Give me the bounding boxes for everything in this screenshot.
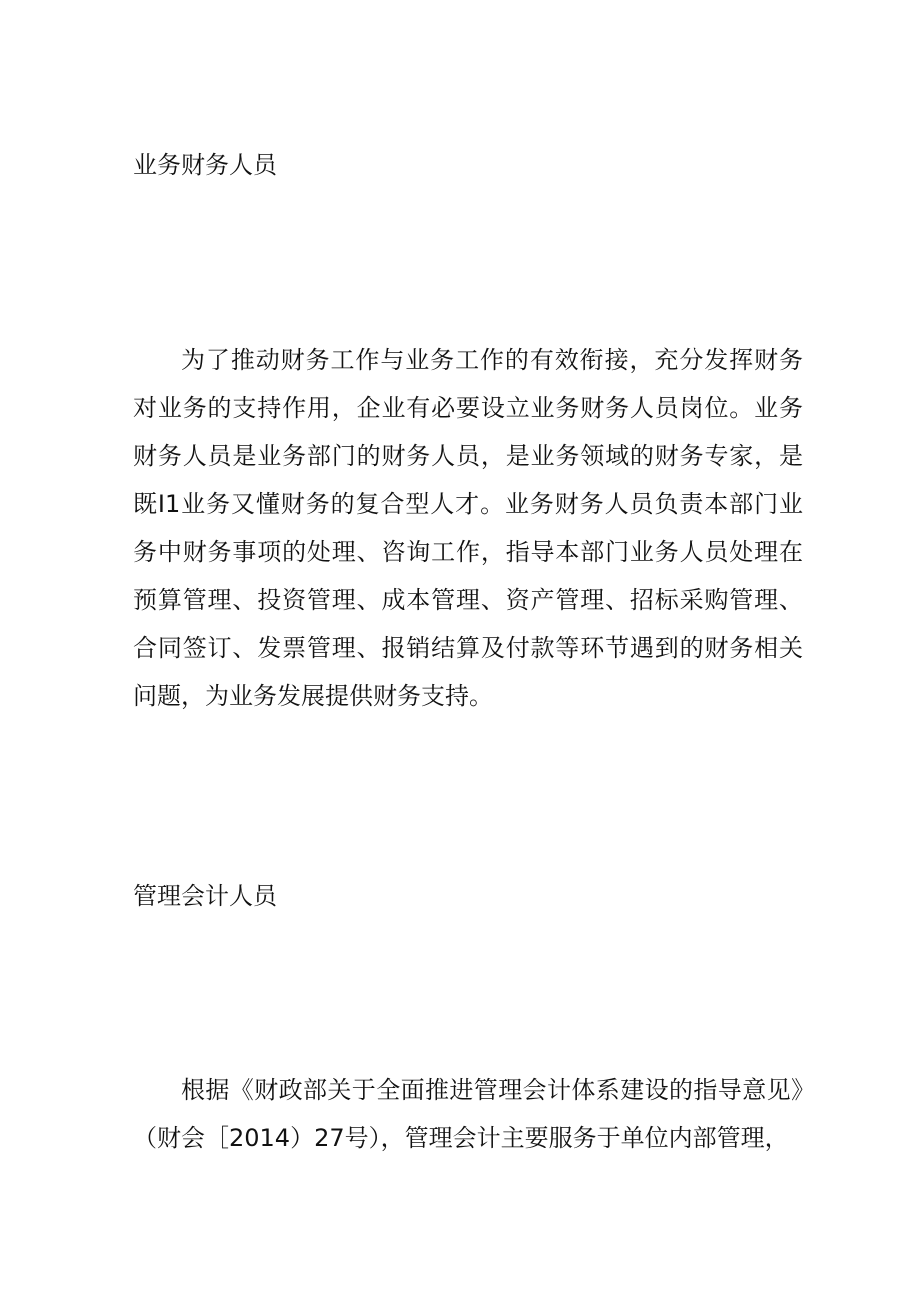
section-heading-business-finance-staff: 业务财务人员 (133, 151, 277, 179)
section-paragraph-management-accounting-staff: 根据《财政部关于全面推进管理会计体系建设的指导意见》（财会［2014）27号），管理会计主要服务于单位内部管理， (133, 1076, 803, 1152)
section-paragraph-business-finance-staff: 为了推动财务工作与业务工作的有效衔接，充分发挥财务对业务的支持作用，企业有必要设立业务财务人员岗位。业务财务人员是业务部门的财务人员，是业务领域的财务专家，是既I1业务又懂财务的复合型人才。业务财务人员负责本部门业务中财务事项的处理、咨询工作，指导本部门业务人员处理在预算管理、投资管理、成本管理、资产管理、招标采购管理、合同签订、发票管理、报销结算及付款等环节遇到的财务相关问题，为业务发展提供财务支持。 (133, 346, 803, 710)
section-heading-management-accounting-staff: 管理会计人员 (133, 882, 277, 910)
